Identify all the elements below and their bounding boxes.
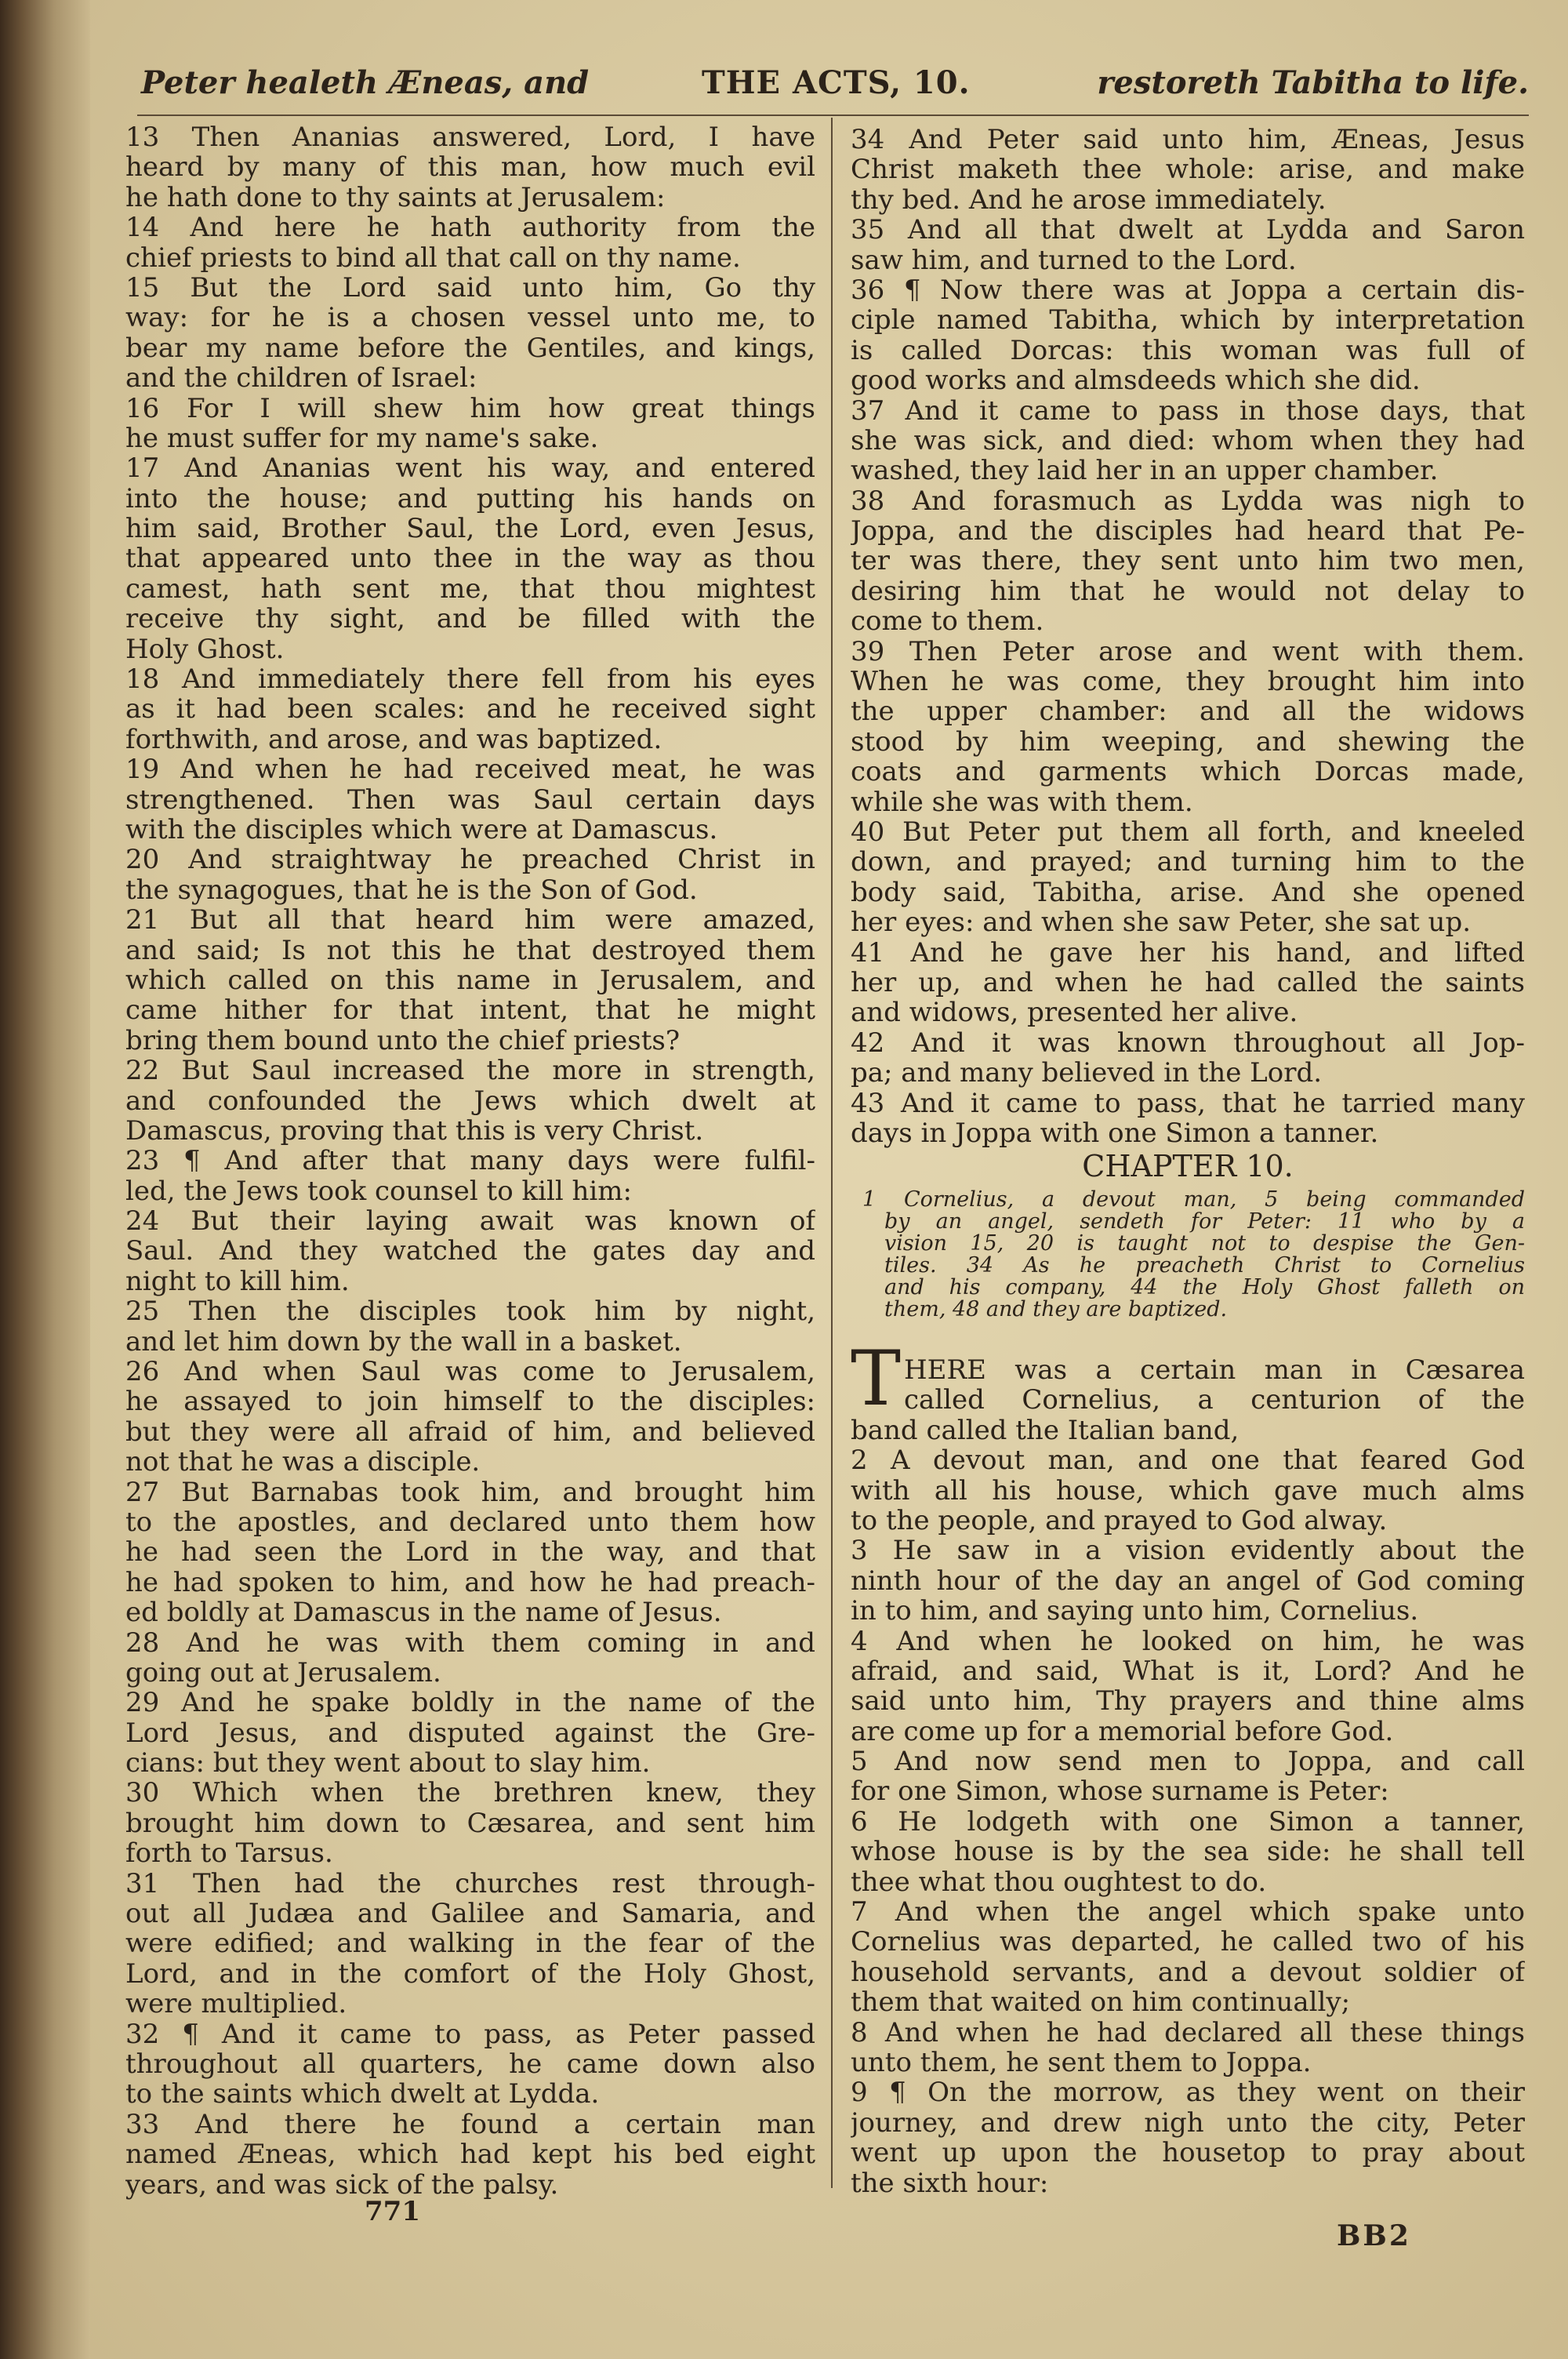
text-line: and confounded the Jews which dwelt at [125, 1085, 815, 1116]
text-line: vision 15, 20 is taught not to despise the Gen- [884, 1233, 1525, 1255]
text-line: while she was with them. [851, 787, 1193, 817]
text-line: washed, they laid her in an upper chamber. [851, 456, 1439, 486]
text-line: going out at Jerusalem. [125, 1657, 441, 1688]
text-line: 28 And he was with them coming in and [125, 1627, 815, 1658]
text-line: in to him, and saying unto him, Cornelius. [851, 1596, 1419, 1627]
text-line: camest, hath sent me, that thou mightest [125, 573, 815, 605]
text-line: cians: but they went about to slay him. [125, 1748, 651, 1779]
text-line: 39 Then Peter arose and went with them. [851, 636, 1525, 667]
text-line: 25 Then the disciples took him by night, [125, 1296, 815, 1327]
text-line: Christ maketh thee whole: arise, and make [851, 154, 1525, 185]
text-line: 16 For I will shew him how great things [125, 393, 815, 423]
text-line: 2 A devout man, and one that feared God [851, 1445, 1525, 1476]
text-line: for one Simon, whose surname is Peter: [851, 1776, 1389, 1807]
text-line: were edified; and walking in the fear of the [125, 1928, 815, 1959]
text-line: ninth hour of the day an angel of God coming [851, 1565, 1525, 1597]
chapter-heading: CHAPTER 10. [1082, 1149, 1294, 1183]
text-line: bring them bound unto the chief priests? [125, 1025, 681, 1056]
text-line: with the disciples which were at Damascus. [125, 814, 718, 845]
text-line: 34 And Peter said unto him, Æneas, Jesus [851, 125, 1525, 155]
text-line: Saul. And they watched the gates day and [125, 1236, 815, 1267]
text-line: whose house is by the sea side: he shall tell [851, 1837, 1525, 1867]
text-line: 1 Cornelius, a devout man, 5 being commanded [862, 1189, 1525, 1211]
text-line: chief priests to bind all that call on thy name. [125, 242, 741, 273]
text-line: 17 And Ananias went his way, and entered [125, 453, 815, 484]
text-line: brought him down to Cæsarea, and sent him [125, 1808, 815, 1839]
text-line: ed boldly at Damascus in the name of Jesus. [125, 1598, 722, 1628]
text-line: 33 And there he found a certain man [125, 2109, 815, 2140]
text-line: coats and garments which Dorcas made, [851, 757, 1525, 787]
text-line: but they were all afraid of him, and believed [125, 1416, 815, 1448]
text-line: 27 But Barnabas took him, and brought him [125, 1477, 815, 1507]
header-right: restoreth Tabitha to life. [1097, 64, 1529, 101]
text-line: 22 But Saul increased the more in strength, [125, 1056, 815, 1086]
text-line: journey, and drew nigh unto the city, Peter [851, 2107, 1525, 2139]
text-line: thy bed. And he arose immediately. [851, 184, 1327, 216]
text-line: 37 And it came to pass in those days, that [851, 395, 1525, 426]
text-line: out all Judæa and Galilee and Samaria, and [125, 1899, 815, 1929]
text-line: by an angel, sendeth for Peter: 11 who by a [884, 1211, 1525, 1233]
text-line: days in Joppa with one Simon a tanner. [851, 1118, 1379, 1149]
header-rule [137, 114, 1529, 116]
left-column [125, 122, 815, 2200]
drop-cap: T [851, 1335, 902, 1423]
text-line: is called Dorcas: this woman was full of [851, 335, 1525, 366]
text-line: strengthened. Then was Saul certain days [125, 784, 815, 815]
text-line: pa; and many believed in the Lord. [851, 1058, 1323, 1089]
text-line: are come up for a memorial before God. [851, 1716, 1394, 1747]
text-line: thee what thou oughtest to do. [851, 1866, 1267, 1898]
text-line: the synagogues, that he is the Son of God. [125, 874, 698, 906]
text-line: 30 Which when the brethren knew, they [125, 1778, 815, 1808]
text-line: 19 And when he had received meat, he was [125, 754, 815, 785]
header-book-chapter: THE ACTS, 10. [702, 64, 971, 101]
text-line: desiring him that he would not delay to [851, 576, 1525, 607]
text-line: she was sick, and died: whom when they had [851, 425, 1525, 456]
header-left: Peter healeth Æneas, and [141, 64, 590, 101]
adjacent-page-edge [0, 0, 90, 2359]
text-line: ter was there, they sent unto him two men, [851, 546, 1525, 576]
text-line: 29 And he spake boldly in the name of the [125, 1688, 815, 1718]
text-line: to the saints which dwelt at Lydda. [125, 2079, 600, 2110]
text-line: to the apostles, and declared unto them how [125, 1507, 815, 1538]
text-line: body said, Tabitha, arise. And she opened [851, 877, 1525, 908]
text-line: Lord Jesus, and disputed against the Gre- [125, 1717, 815, 1749]
text-line: 4 And when he looked on him, he was [851, 1626, 1525, 1656]
text-line: forthwith, and arose, and was baptized. [125, 724, 662, 755]
text-line: stood by him weeping, and shewing the [851, 726, 1525, 758]
text-line: the upper chamber: and all the widows [851, 696, 1525, 727]
text-line: unto them, he sent them to Joppa. [851, 2047, 1312, 2078]
text-line: Cornelius was departed, he called two of his [851, 1927, 1525, 1957]
text-line: and let him down by the wall in a basket. [125, 1326, 682, 1358]
text-line: he had spoken to him, and how he had preach- [125, 1567, 815, 1598]
chapter-summary [862, 1189, 1525, 1321]
text-line: 3 He saw in a vision evidently about the [851, 1536, 1525, 1566]
text-line: heard by many of this man, how much evil [125, 152, 815, 183]
text-line: 18 And immediately there fell from his eyes [125, 664, 815, 695]
text-line: come to them. [851, 606, 1044, 637]
text-line: them, 48 and they are baptized. [884, 1299, 1228, 1321]
text-line: her up, and when he had called the saints [851, 967, 1525, 998]
text-line: 9 ¶ On the morrow, as they went on their [851, 2077, 1525, 2108]
text-line: 32 ¶ And it came to pass, as Peter passed [125, 2019, 815, 2049]
text-line: forth to Tarsus. [125, 1838, 333, 1869]
text-line: Damascus, proving that this is very Christ. [125, 1115, 704, 1147]
page-number: 771 [365, 2196, 420, 2227]
text-line: the sixth hour: [851, 2168, 1049, 2198]
text-line: ciple named Tabitha, which by interpretation [851, 305, 1525, 336]
text-line: to the people, and prayed to God alway. [851, 1505, 1388, 1536]
text-line: into the house; and putting his hands on [125, 483, 815, 514]
text-line: called Cornelius, a centurion of the [904, 1385, 1525, 1416]
text-line: 43 And it came to pass, that he tarried many [851, 1088, 1525, 1118]
text-line: as it had been scales: and he received sight [125, 694, 815, 725]
text-line: 23 ¶ And after that many days were fulfil- [125, 1146, 815, 1176]
text-line: When he was come, they brought him into [851, 667, 1525, 697]
text-line: him said, Brother Saul, the Lord, even Jesus, [125, 514, 815, 544]
text-line: 24 But their laying await was known of [125, 1206, 815, 1237]
text-line: and widows, presented her alive. [851, 998, 1298, 1028]
text-line: and the children of Israel: [125, 363, 477, 394]
text-line: 13 Then Ananias answered, Lord, I have [125, 122, 815, 153]
text-line: 6 He lodgeth with one Simon a tanner, [851, 1806, 1525, 1837]
text-line: good works and almsdeeds which she did. [851, 365, 1421, 396]
text-line: years, and was sick of the palsy. [125, 2169, 559, 2200]
text-line: tiles. 34 As he preacheth Christ to Cornelius [884, 1255, 1525, 1277]
text-line: 38 And forasmuch as Lydda was nigh to [851, 485, 1525, 517]
text-line: 7 And when the angel which spake unto [851, 1897, 1525, 1928]
text-line: throughout all quarters, he came down also [125, 2049, 815, 2080]
text-line: household servants, and a devout soldier of [851, 1957, 1525, 1988]
text-line: and his company, 44 the Holy Ghost falleth on [884, 1277, 1525, 1299]
text-line: 41 And he gave her his hand, and lifted [851, 937, 1525, 968]
text-line: he hath done to thy saints at Jerusalem: [125, 182, 666, 213]
text-line: way: for he is a chosen vessel unto me, to [125, 303, 815, 333]
text-line: 31 Then had the churches rest through- [125, 1868, 815, 1899]
text-line: afraid, and said, What is it, Lord? And he [851, 1656, 1525, 1687]
column-divider [831, 118, 833, 2188]
text-line: 5 And now send men to Joppa, and call [851, 1747, 1525, 1777]
text-line: which called on this name in Jerusalem, and [125, 965, 815, 996]
text-line: 21 But all that heard him were amazed, [125, 905, 815, 936]
text-line: he had seen the Lord in the way, and that [125, 1537, 815, 1568]
text-line: he must suffer for my name's sake. [125, 423, 599, 454]
text-line: band called the Italian band, [851, 1415, 1240, 1446]
right-column [851, 125, 1525, 1148]
text-line: 35 And all that dwelt at Lydda and Saron [851, 215, 1525, 245]
text-line: named Æneas, which had kept his bed eight [125, 2139, 815, 2170]
text-line: that appeared unto thee in the way as thou [125, 543, 815, 574]
text-line: with all his house, which gave much alms [851, 1475, 1525, 1506]
text-line: receive thy sight, and be filled with the [125, 604, 815, 634]
text-line: down, and prayed; and turning him to the [851, 847, 1525, 878]
text-line: 14 And here he hath authority from the [125, 213, 815, 243]
text-line: 15 But the Lord said unto him, Go thy [125, 272, 815, 304]
text-line: night to kill him. [125, 1266, 350, 1297]
text-line: came hither for that intent, that he might [125, 995, 815, 1026]
text-line: 8 And when he had declared all these things [851, 2017, 1525, 2048]
text-line: said unto him, Thy prayers and thine alms [851, 1686, 1525, 1717]
text-line: he assayed to join himself to the disciples: [125, 1387, 815, 1417]
chapter-body [851, 1355, 1525, 2198]
text-line: 42 And it was known throughout all Jop- [851, 1027, 1525, 1059]
text-line: HERE was a certain man in Cæsarea [904, 1355, 1525, 1386]
text-line: 36 ¶ Now there was at Joppa a certain dis- [851, 274, 1525, 306]
text-line: them that waited on him continually; [851, 1987, 1351, 2018]
running-header [141, 64, 1529, 111]
text-line: 26 And when Saul was come to Jerusalem, [125, 1357, 815, 1387]
text-line: 20 And straightway he preached Christ in [125, 845, 815, 875]
signature-mark: BB2 [1337, 2219, 1411, 2252]
text-line: Lord, and in the comfort of the Holy Ghost, [125, 1958, 815, 1990]
text-line: not that he was a disciple. [125, 1447, 481, 1478]
text-line: led, the Jews took counsel to kill him: [125, 1176, 632, 1207]
text-line: and said; Is not this he that destroyed them [125, 935, 815, 965]
text-line: went up upon the housetop to pray about [851, 2138, 1525, 2168]
text-line: were multiplied. [125, 1989, 347, 2019]
text-line: Joppa, and the disciples had heard that Pe- [851, 516, 1525, 547]
text-line: Holy Ghost. [125, 634, 285, 665]
text-line: saw him, and turned to the Lord. [851, 245, 1297, 275]
text-line: bear my name before the Gentiles, and kings, [125, 333, 815, 364]
text-line: her eyes: and when she saw Peter, she sat up. [851, 907, 1472, 938]
text-line: 40 But Peter put them all forth, and kneeled [851, 816, 1525, 848]
